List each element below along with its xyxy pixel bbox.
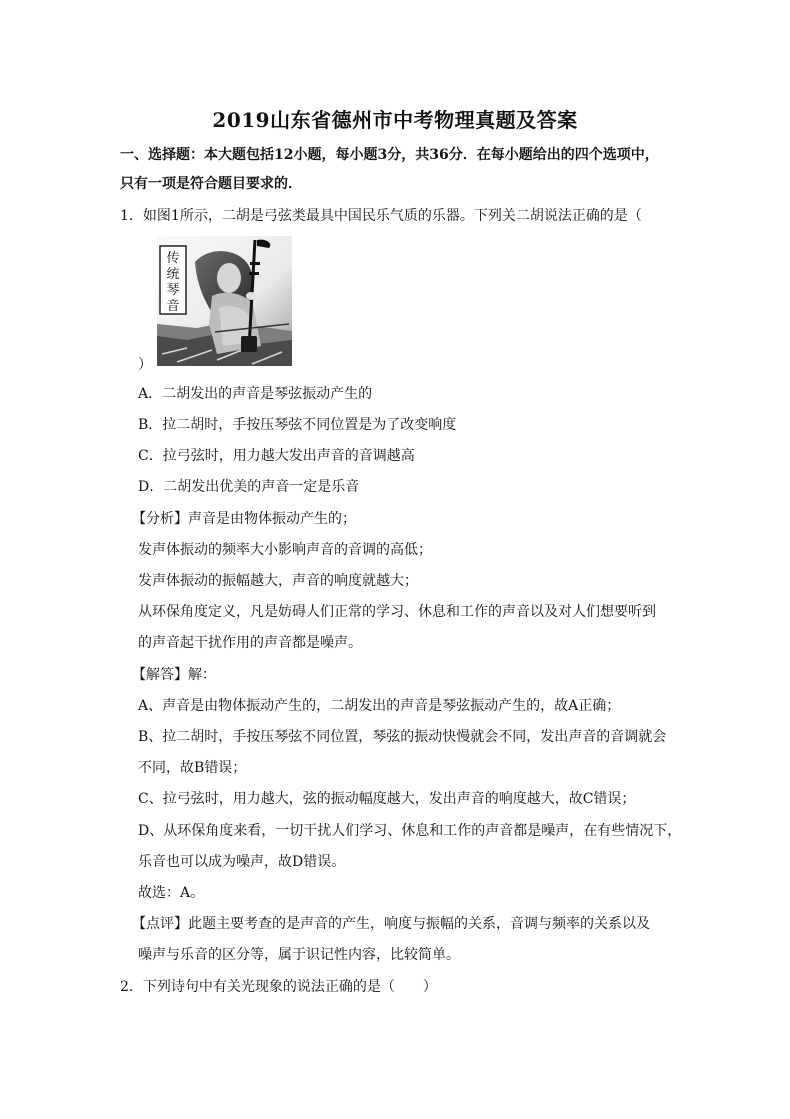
erhu-figure-image <box>157 236 292 366</box>
question-1-stem: 1．如图1所示，二胡是弓弦类最具中国民乐气质的乐器。下列关二胡说法正确的是（ <box>120 208 642 224</box>
question-1-option-b: B．拉二胡时，手按压琴弦不同位置是为了改变响度 <box>138 417 457 433</box>
analysis-line-5: 的声音起干扰作用的声音都是噪声。 <box>138 635 362 651</box>
figure-calligraphy <box>166 251 179 314</box>
analysis-line-2: 发声体振动的频率大小影响声音的音调的高低； <box>138 542 432 558</box>
comment-line-1: 【点评】此题主要考查的是声音的产生，响度与振幅的关系，音调与频率的关系以及 <box>132 916 650 932</box>
answer-line-6: D、从环保角度来看，一切干扰人们学习、休息和工作的声音都是噪声，在有些情况下， <box>138 823 682 839</box>
analysis-line-1: 【分析】声音是由物体振动产生的； <box>132 511 356 527</box>
answer-line-4: 不同，故B错误； <box>138 760 247 776</box>
comment-line-2: 噪声与乐音的区分等，属于识记性内容，比较简单。 <box>138 947 460 963</box>
answer-line-2: A、声音是由物体振动产生的，二胡发出的声音是琴弦振动产生的，故A正确； <box>138 698 621 714</box>
question-1-option-a: A．二胡发出的声音是琴弦振动产生的 <box>138 386 373 402</box>
answer-line-3: B、拉二胡时，手按压琴弦不同位置，琴弦的振动快慢就会不同，发出声音的音调就会 <box>138 729 667 745</box>
analysis-line-4: 从环保角度定义，凡是妨碍人们正常的学习、休息和工作的声音以及对人们想要听到 <box>138 604 656 620</box>
svg-text:统: 统 <box>166 267 180 282</box>
question-1-closing-paren: ） <box>138 357 152 373</box>
section-heading-line-2: 只有一项是符合题目要求的． <box>120 176 302 192</box>
question-1-option-c: C．拉弓弦时，用力越大发出声音的音调越高 <box>138 448 415 464</box>
svg-text:音: 音 <box>166 299 180 314</box>
document-title: 2019山东省德州市中考物理真题及答案 <box>212 108 578 132</box>
section-heading-line-1: 一、选择题：本大题包括12小题，每小题3分，共36分．在每小题给出的四个选项中， <box>120 147 659 163</box>
svg-text:传: 传 <box>166 251 180 266</box>
analysis-line-3: 发声体振动的振幅越大，声音的响度就越大； <box>138 573 418 589</box>
question-2-stem: 2．下列诗句中有关光现象的说法正确的是（ ） <box>120 979 437 995</box>
question-1-option-d: D．二胡发出优美的声音一定是乐音 <box>138 479 360 495</box>
answer-line-1: 【解答】解： <box>132 667 216 683</box>
answer-line-7: 乐音也可以成为噪声，故D错误。 <box>138 854 346 870</box>
answer-line-8: 故选：A。 <box>138 885 205 901</box>
svg-text:琴: 琴 <box>166 283 180 298</box>
answer-line-5: C、拉弓弦时，用力越大，弦的振动幅度越大，发出声音的响度越大，故C错误； <box>138 791 636 807</box>
